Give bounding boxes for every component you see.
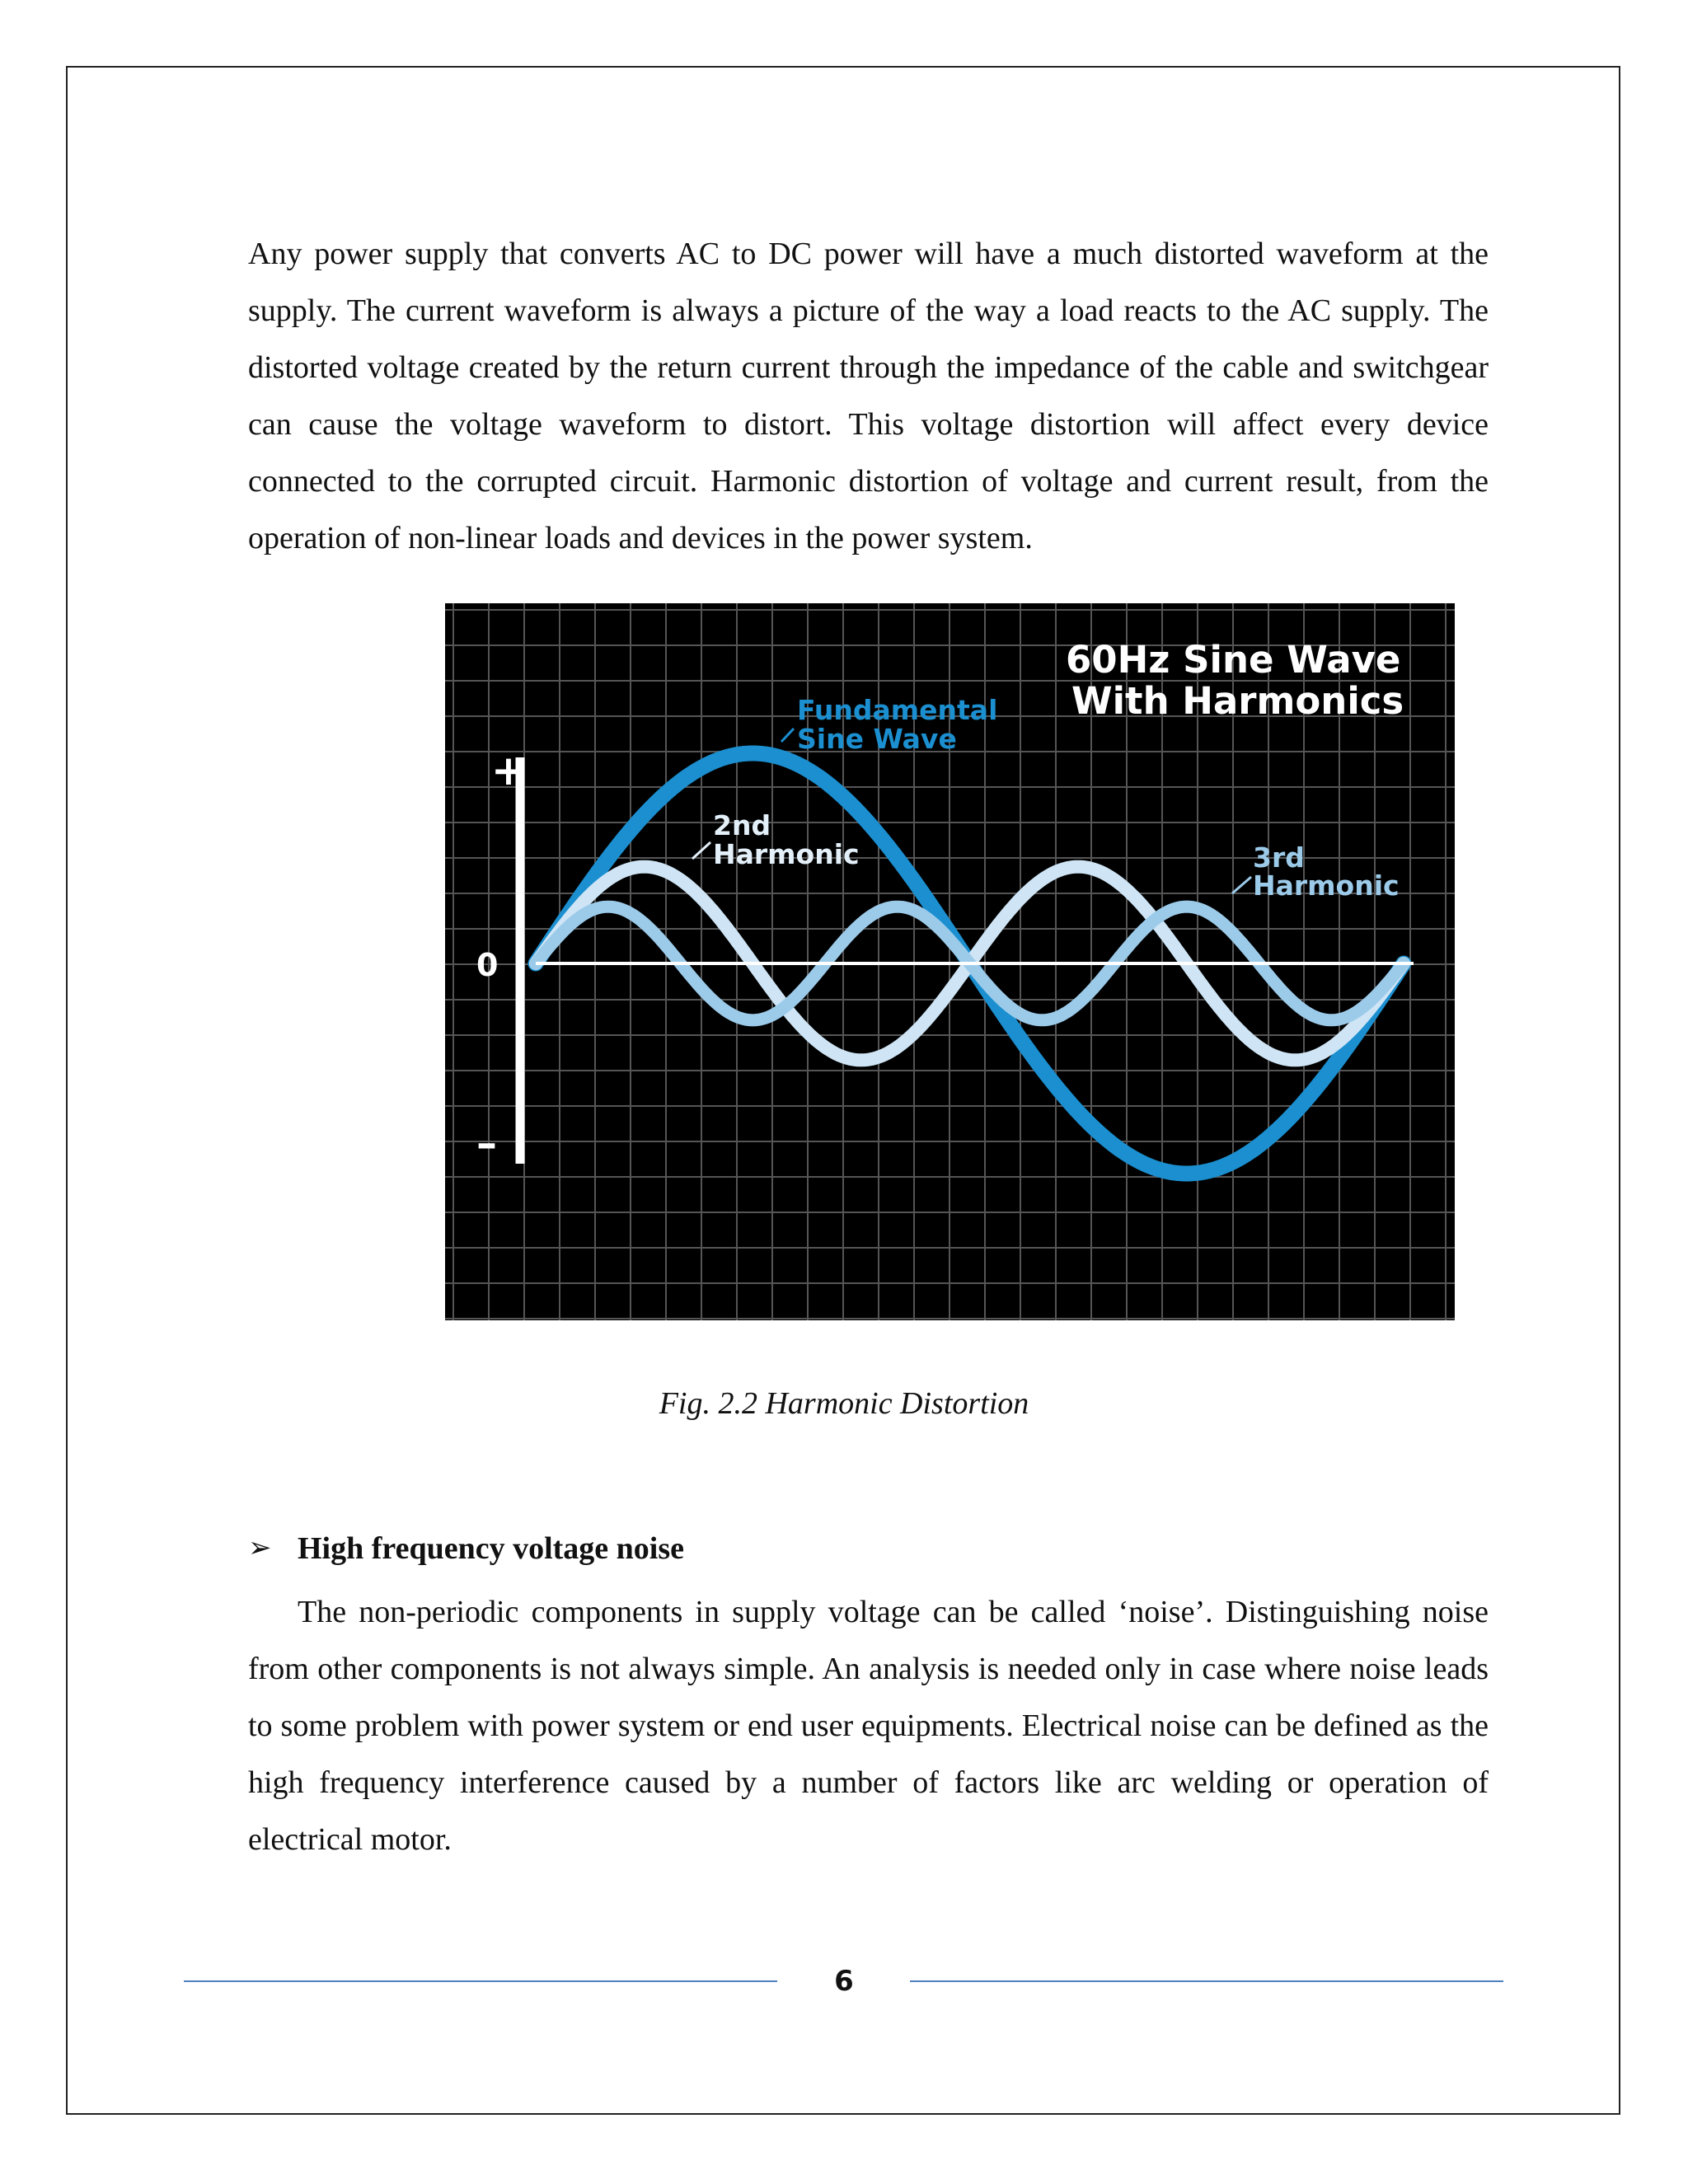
fundamental-label-line-2: Sine Wave bbox=[797, 723, 957, 755]
footer-rule-left bbox=[184, 1980, 777, 1982]
harmonics-diagram bbox=[445, 603, 1455, 1320]
page-number: 6 bbox=[834, 1965, 854, 1998]
third-harmonic-pointer bbox=[1232, 877, 1251, 893]
bullet-arrow-icon: ➢ bbox=[248, 1533, 272, 1563]
harmonics-figure bbox=[445, 603, 1455, 1320]
intro-paragraph: Any power supply that converts AC to DC power will have a much distorted waveform at the supply. The current waveform is always a picture of the way a load reacts to the AC supply. The distorted voltage created by the return current through the impedance of the cable and switchgear can cause the voltage waveform to distort. This voltage distortion will affect every device connected to the corrupted circuit. Harmonic distortion of voltage and current result, from the operation of non-linear loads and devices in the power system. bbox=[248, 237, 1489, 555]
zero-label: 0 bbox=[476, 947, 499, 983]
second-harmonic-label-line-2: Harmonic bbox=[713, 838, 860, 870]
figure-caption: Fig. 2.2 Harmonic Distortion bbox=[659, 1386, 1029, 1421]
plus-sign: + bbox=[491, 747, 526, 794]
fundamental-pointer bbox=[781, 729, 794, 742]
third-harmonic-label-line-1: 3rd bbox=[1253, 841, 1305, 874]
second-harmonic-label-line-1: 2nd bbox=[713, 809, 771, 841]
footer-rule-right bbox=[910, 1980, 1503, 1982]
figure-title-line-1: 60Hz Sine Wave bbox=[1066, 638, 1401, 682]
minus-sign: – bbox=[476, 1119, 497, 1167]
noise-paragraph: The non-periodic components in supply voltage can be called ‘noise’. Distinguishing noise from other components is not always simple. An analysis is needed only in case where noise leads to some problem with power system or end user equipments. Electrical noise can be defined as the high frequency interference caused by a number of factors like arc welding or operation of electrical motor. bbox=[248, 1595, 1489, 1857]
fundamental-label-line-1: Fundamental bbox=[797, 694, 998, 726]
figure-title-line-2: With Harmonics bbox=[1071, 679, 1404, 723]
section-heading-text: High frequency voltage noise bbox=[298, 1531, 685, 1566]
section-heading bbox=[248, 1530, 684, 1568]
third-harmonic-label-line-2: Harmonic bbox=[1253, 869, 1400, 902]
